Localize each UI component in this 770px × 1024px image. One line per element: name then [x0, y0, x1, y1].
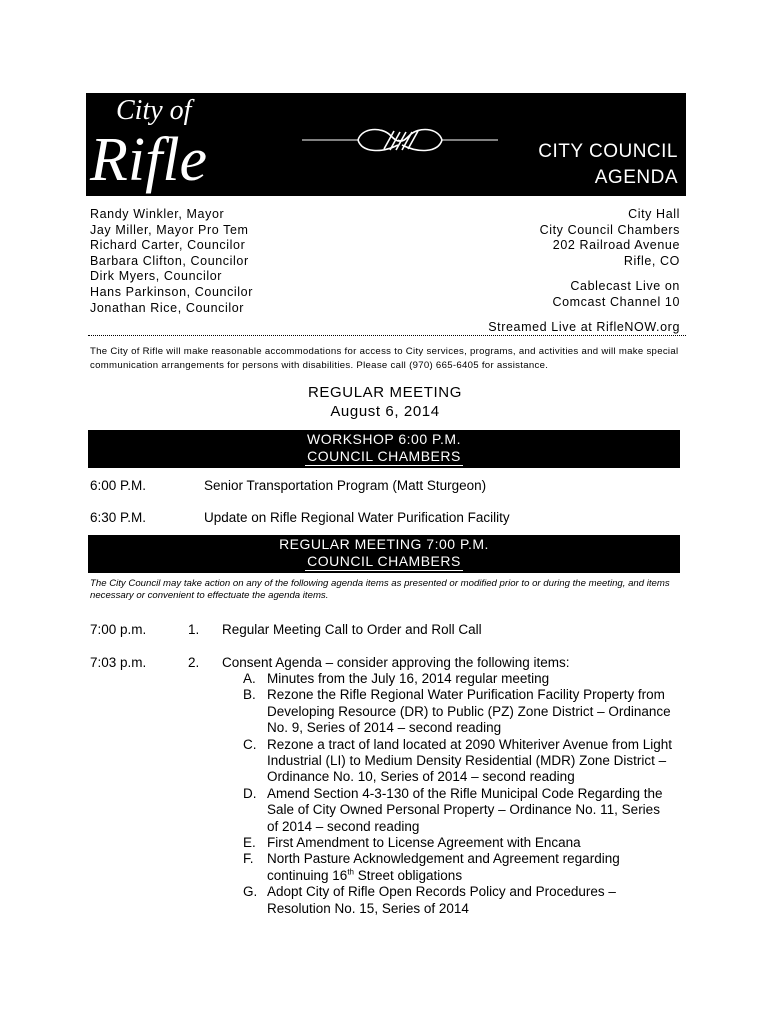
title-line-2: AGENDA [594, 167, 678, 188]
item-time: 6:00 P.M. [90, 478, 147, 493]
consent-text: First Amendment to License Agreement with Encana [267, 835, 581, 851]
official-name: Barbara Clifton, Councilor [90, 253, 249, 268]
consent-item [243, 851, 673, 884]
location-line: Rifle, CO [623, 253, 680, 268]
location-line: City Hall [628, 207, 680, 221]
agenda-title [538, 139, 678, 191]
official-name: Jay Miller, Mayor Pro Tem [90, 222, 249, 237]
consent-item [243, 786, 673, 835]
ornament-icon [302, 123, 498, 159]
consent-letter: E. [243, 835, 256, 851]
item-description: Update on Rifle Regional Water Purification Facility [204, 510, 510, 525]
accommodation-notice: The City of Rifle will make reasonable accommodations for access to City services, programs, and activities and will make special communication arrangements for persons with disabilities. Please call (970) 665-6405 for assistance. [90, 346, 679, 371]
location-line: City Council Chambers [539, 222, 680, 237]
consent-letter: D. [243, 785, 257, 801]
consent-item [243, 671, 673, 687]
official-name: Richard Carter, Councilor [90, 238, 246, 253]
item-number: 2. [188, 655, 200, 670]
cablecast-line: Cablecast Live on [570, 279, 680, 294]
consent-letter: C. [243, 736, 257, 752]
title-line-1: CITY COUNCIL [538, 141, 678, 162]
official-name: Dirk Myers, Councilor [90, 269, 223, 284]
consent-letter: B. [243, 687, 256, 703]
consent-text: Minutes from the July 16, 2014 regular meeting [267, 671, 550, 686]
item-time: 7:03 p.m. [90, 655, 147, 670]
official-name: Hans Parkinson, Councilor [90, 284, 253, 299]
item-number: 1. [188, 622, 200, 637]
action-disclaimer: The City Council may take action on any of the following agenda items as presented or modified prior to or during the meeting, and items necessary or convenient to effectuate the agenda items. [90, 578, 670, 601]
consent-item [243, 687, 673, 736]
meeting-date: August 6, 2014 [330, 403, 440, 420]
regular-meeting-band [88, 535, 680, 573]
meeting-heading [0, 383, 770, 421]
city-of-text: City of [116, 95, 192, 126]
consent-text: Adopt City of Rifle Open Records Policy and Procedures – Resolution No. 15, Series of 2014 [267, 884, 616, 916]
item-description: Senior Transportation Program (Matt Sturgeon) [204, 478, 487, 493]
consent-text: Amend Section 4-3-130 of the Rifle Municipal Code Regarding the Sale of City Owned Personal Property – Ordinance No. 11, Series of 2014 – second reading [267, 785, 663, 834]
meeting-type: REGULAR MEETING [307, 384, 463, 401]
city-name-logo: Rifle [90, 126, 208, 194]
consent-item [243, 737, 673, 786]
consent-letter: F. [243, 851, 254, 867]
workshop-location: COUNCIL CHAMBERS [307, 448, 461, 464]
location-block [540, 207, 680, 311]
consent-letter: A. [243, 671, 256, 686]
item-description: Regular Meeting Call to Order and Roll Call [222, 622, 482, 637]
item-time: 7:00 p.m. [90, 622, 147, 637]
consent-letter: G. [243, 884, 258, 900]
officials-list [90, 207, 253, 316]
stream-link: Streamed Live at RifleNOW.org [488, 320, 680, 334]
divider [88, 335, 686, 336]
location-line: 202 Railroad Avenue [552, 238, 680, 253]
item-description: Consent Agenda – consider approving the following items: [222, 655, 570, 670]
consent-text: Rezone a tract of land located at 2090 Whiteriver Avenue from Light Industrial (LI) to Medium Density Residential (MDR) Zone District – Ordinance No. 10, Series of 2014 – second reading [267, 736, 672, 785]
workshop-band [88, 430, 680, 468]
consent-text: Rezone the Rifle Regional Water Purification Facility Property from Developing Resource (DR) to Public (PZ) Zone District – Ordinance No. 9, Series of 2014 – second reading [267, 687, 671, 736]
workshop-title: WORKSHOP 6:00 P.M. [307, 431, 461, 447]
regular-location: COUNCIL CHAMBERS [307, 553, 461, 569]
item-time: 6:30 P.M. [90, 510, 147, 525]
consent-item [243, 884, 673, 917]
official-name: Jonathan Rice, Councilor [90, 300, 245, 315]
cablecast-line: Comcast Channel 10 [552, 294, 680, 309]
consent-text: North Pasture Acknowledgement and Agreement regarding continuing 16th Street obligations [267, 851, 620, 883]
official-name: Randy Winkler, Mayor [90, 207, 225, 221]
regular-title: REGULAR MEETING 7:00 P.M. [279, 536, 489, 552]
consent-item [243, 835, 673, 851]
header-banner [86, 93, 686, 196]
consent-list [243, 671, 673, 917]
